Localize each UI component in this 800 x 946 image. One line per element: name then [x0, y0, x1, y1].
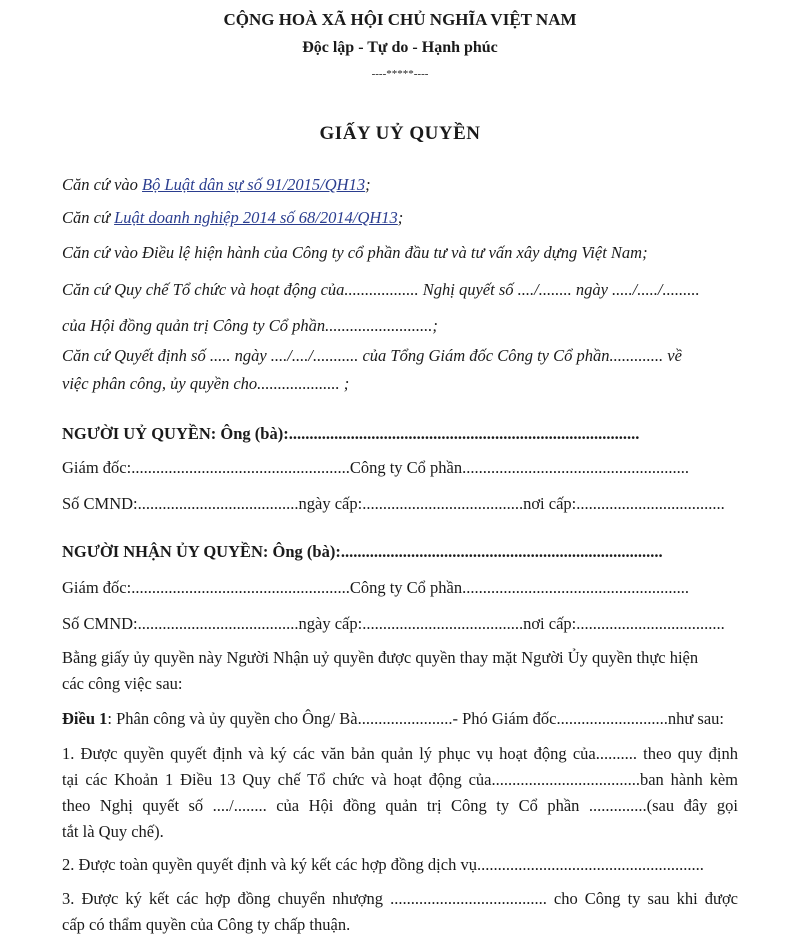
clause-1-line-2: tại các Khoản 1 Điều 13 Quy chế Tổ chức và hoạt động của....................................ban hành kèm: [62, 770, 738, 789]
preamble-prefix: Căn cứ: [62, 208, 115, 227]
authorization-intro: Bằng giấy ủy quyền này Người Nhận uỷ quyền được quyền thay mặt Người Ủy quyền thực hiện: [62, 648, 699, 667]
grantor-heading: NGƯỜI UỶ QUYỀN: Ông (bà):.....................................................................................: [62, 424, 640, 443]
preamble-prefix: Căn cứ vào: [62, 175, 143, 194]
preamble-assignment: việc phân công, ủy quyền cho.................... ;: [62, 374, 350, 393]
clause-3-line-1: 3. Được ký kết các hợp đồng chuyển nhượng ...................................... cho Công ty sau khi được: [62, 889, 738, 908]
article-1-label: Điều 1: [62, 709, 108, 728]
civil-code-link[interactable]: Bộ Luật dân sự số 91/2015/QH13: [142, 175, 366, 194]
preamble-regulation: Căn cứ Quy chế Tổ chức và hoạt động của.................. Nghị quyết số ..../........ ngày ...../...../.........: [62, 280, 700, 299]
national-motto: Độc lập - Tự do - Hạnh phúc: [302, 39, 498, 56]
preamble-suffix: ;: [397, 208, 404, 227]
clause-1-line-3: theo Nghị quyết số ..../........ của Hội đồng quản trị Công ty Cổ phần ..............(sau đây gọi: [62, 796, 738, 815]
grantee-id: Số CMND:.......................................ngày cấp:.......................................nơi cấp:....................................: [62, 614, 725, 633]
preamble-charter: Căn cứ vào Điều lệ hiện hành của Công ty cổ phần đầu tư và tư vấn xây dựng Việt Nam;: [62, 243, 648, 262]
country-name: CỘNG HOÀ XÃ HỘI CHỦ NGHĨA VIỆT NAM: [223, 10, 577, 29]
article-1-text: : Phân công và ủy quyền cho Ông/ Bà.......................- Phó Giám đốc...........................như sau:: [107, 709, 725, 728]
clause-1-line-1: 1. Được quyền quyết định và ký các văn bản quản lý phục vụ hoạt động của.......... theo quy định: [62, 744, 738, 763]
authorization-intro-cont: các công việc sau:: [62, 674, 183, 693]
preamble-decision: Căn cứ Quyết định số ..... ngày ..../..../........... của Tổng Giám đốc Công ty Cổ phần............. về: [62, 346, 682, 365]
grantee-heading: NGƯỜI NHẬN ỦY QUYỀN: Ông (bà):..............................................................................: [62, 542, 663, 561]
enterprise-law-link[interactable]: Luật doanh nghiệp 2014 số 68/2014/QH13: [114, 208, 398, 227]
preamble-board: của Hội đồng quản trị Công ty Cổ phần..........................;: [62, 316, 438, 335]
preamble-enterprise-law: [62, 208, 403, 228]
grantor-id: Số CMND:.......................................ngày cấp:.......................................nơi cấp:....................................: [62, 494, 725, 513]
preamble-suffix: ;: [365, 175, 371, 194]
article-1: [62, 709, 724, 729]
clause-1-line-4: tắt là Quy chế).: [62, 822, 164, 841]
header-separator: ----*****----: [371, 68, 429, 80]
clause-3-line-2: cấp có thẩm quyền của Công ty chấp thuận.: [62, 915, 351, 934]
clause-2: 2. Được toàn quyền quyết định và ký kết các hợp đồng dịch vụ.......................................................: [62, 855, 704, 874]
grantee-position: Giám đốc:.....................................................Công ty Cổ phần.......................................................: [62, 578, 689, 597]
grantor-position: Giám đốc:.....................................................Công ty Cổ phần.......................................................: [62, 458, 689, 477]
preamble-civil-code: [62, 175, 371, 195]
document-title: GIẤY UỶ QUYỀN: [319, 123, 481, 144]
